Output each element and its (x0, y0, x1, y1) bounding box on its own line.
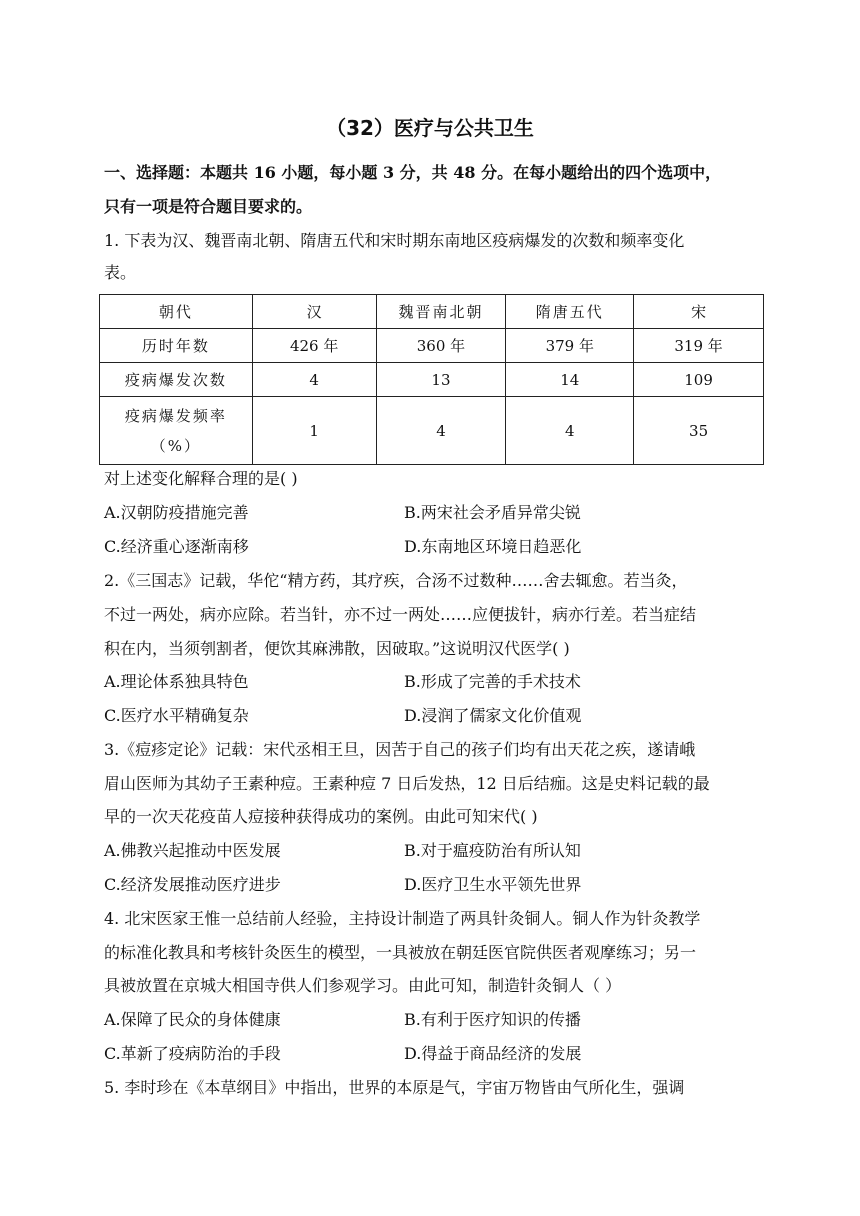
q3-option-a[interactable]: A.佛教兴起推动中医发展 (104, 841, 281, 860)
table-row (100, 363, 764, 397)
table-row (100, 397, 764, 465)
table-cell: 13 (376, 363, 506, 397)
section-heading-line2: 只有一项是符合题目要求的。 (104, 197, 313, 216)
table-cell: 历时年数 (100, 329, 253, 363)
q2-stem-line2: 不过一两处，病亦应除。若当针，亦不过一两处……应便拔针，病亦行差。若当症结 (104, 605, 697, 624)
table-cell: 4 (376, 397, 506, 465)
q2-option-d[interactable]: D.浸润了儒家文化价值观 (404, 706, 582, 725)
q1-stem-line2: 表。 (104, 263, 137, 282)
freq-label-line1: 疫病爆发频率 (124, 406, 227, 425)
table-header-cell: 汉 (252, 295, 376, 329)
q1-option-c[interactable]: C.经济重心逐渐南移 (104, 537, 249, 556)
q4-stem-line1: 4. 北宋医家王惟一总结前人经验，主持设计制造了两具针灸铜人。铜人作为针灸教学 (104, 909, 701, 928)
table-cell: 35 (634, 397, 764, 465)
q4-stem-line3: 具被放置在京城大相国寺供人们参观学习。由此可知，制造针灸铜人（ ） (104, 976, 622, 995)
q3-stem-line1: 3.《痘疹定论》记载：宋代丞相王旦，因苦于自己的孩子们均有出天花之疾，遂请峨 (104, 740, 696, 759)
section-heading-line1: 一、选择题：本题共 16 小题，每小题 3 分，共 48 分。在每小题给出的四个选项中， (104, 163, 722, 182)
q4-option-a[interactable]: A.保障了民众的身体健康 (104, 1010, 281, 1029)
q1-stem-line1: 1. 下表为汉、魏晋南北朝、隋唐五代和宋时期东南地区疫病爆发的次数和频率变化 (104, 231, 685, 250)
q3-option-c[interactable]: C.经济发展推动医疗进步 (104, 875, 281, 894)
q3-option-b[interactable]: B.对于瘟疫防治有所认知 (404, 841, 581, 860)
table-cell (100, 397, 253, 465)
table-cell: 379 年 (506, 329, 634, 363)
table-header-cell: 朝代 (100, 295, 253, 329)
table-header-cell: 魏晋南北朝 (376, 295, 506, 329)
page-title: （32）医疗与公共卫生 (326, 116, 534, 140)
q4-option-c[interactable]: C.革新了疫病防治的手段 (104, 1044, 281, 1063)
table-header-cell: 宋 (634, 295, 764, 329)
table-header-row (100, 295, 764, 329)
q5-stem-line1: 5. 李时珍在《本草纲目》中指出，世界的本原是气，宇宙万物皆由气所化生，强调 (104, 1078, 685, 1097)
q2-stem-line1: 2.《三国志》记载，华佗“精方药，其疗疾，合汤不过数种……舍去辄愈。若当灸， (104, 571, 688, 590)
q2-option-c[interactable]: C.医疗水平精确复杂 (104, 706, 249, 725)
q3-stem-line3: 早的一次天花疫苗人痘接种获得成功的案例。由此可知宋代( ) (104, 807, 538, 826)
q1-option-a[interactable]: A.汉朝防疫措施完善 (104, 503, 249, 522)
freq-label-line2: （%） (150, 436, 202, 455)
table-cell: 319 年 (634, 329, 764, 363)
q2-option-b[interactable]: B.形成了完善的手术技术 (404, 672, 581, 691)
table-row (100, 329, 764, 363)
table-cell: 426 年 (252, 329, 376, 363)
q4-option-d[interactable]: D.得益于商品经济的发展 (404, 1044, 582, 1063)
q1-question: 对上述变化解释合理的是( ) (104, 469, 298, 488)
table-cell: 14 (506, 363, 634, 397)
q2-option-a[interactable]: A.理论体系独具特色 (104, 672, 249, 691)
q1-option-d[interactable]: D.东南地区环境日趋恶化 (404, 537, 582, 556)
table-cell: 109 (634, 363, 764, 397)
q4-option-b[interactable]: B.有利于医疗知识的传播 (404, 1010, 581, 1029)
epidemic-table (99, 294, 764, 465)
table-cell: 360 年 (376, 329, 506, 363)
q3-stem-line2: 眉山医师为其幼子王素种痘。王素种痘 7 日后发热，12 日后结痂。这是史料记载的最 (104, 774, 710, 793)
q4-stem-line2: 的标准化教具和考核针灸医生的模型，一具被放在朝廷医官院供医者观摩练习；另一 (104, 943, 697, 962)
table-cell: 疫病爆发次数 (100, 363, 253, 397)
q1-option-b[interactable]: B.两宋社会矛盾异常尖锐 (404, 503, 581, 522)
table-cell: 4 (252, 363, 376, 397)
table-header-cell: 隋唐五代 (506, 295, 634, 329)
q3-option-d[interactable]: D.医疗卫生水平领先世界 (404, 875, 582, 894)
table-cell: 4 (506, 397, 634, 465)
q2-stem-line3: 积在内，当须刳割者，便饮其麻沸散，因破取。”这说明汉代医学( ) (104, 639, 570, 658)
table-cell: 1 (252, 397, 376, 465)
